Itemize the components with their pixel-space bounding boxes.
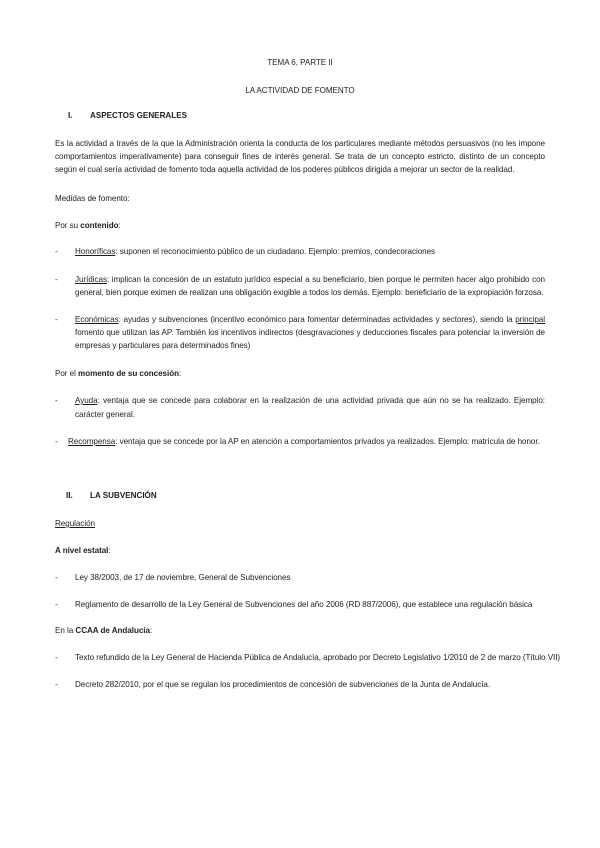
bullet-marker: - — [55, 653, 58, 662]
bullet-marker: - — [55, 275, 58, 284]
estatal-item-reglamento: Reglamento de desarrollo de la Ley General de Subvenciones del año 2006 (RD 887/2006), que establece una regulación básica — [75, 600, 533, 609]
item-juridicas-line-1: Jurídicas: implican la concesión de un estatuto jurídico especial a su beneficiario, bien porque le permiten hacer algo prohibido con — [75, 275, 545, 284]
nivel-estatal-label: A nivel estatal: — [55, 546, 111, 555]
bullet-marker: - — [55, 315, 58, 324]
andalucia-item-texto-refundido: Texto refundido de la Ley General de Hacienda Pública de Andalucía, aprobado por Decreto Legislativo 1/2010 de 2 de marzo (Título VII) — [75, 653, 561, 662]
ccaa-label: En la CCAA de Andalucía: — [55, 626, 153, 635]
section-2-title: LA SUBVENCIÓN — [90, 491, 157, 500]
intro-line-3: según el cual sería actividad de fomento toda aquella actividad de los poderes públicos dirigida a mejorar un sector de la realidad. — [55, 165, 515, 174]
item-ayuda-line-2: carácter general. — [75, 410, 135, 419]
bullet-marker: - — [55, 247, 58, 256]
section-2-number: II. — [66, 491, 73, 500]
item-recompensa: Recompensa: ventaja que se concede por la AP en atención a comportamientos privados ya realizados. Ejemplo: matrícula de honor. — [68, 437, 540, 446]
section-1-title: ASPECTOS GENERALES — [90, 111, 187, 120]
intro-line-1: Es la actividad a través de la que la Administración orienta la conducta de los particulares mediante métodos persuasivos (no les impone — [55, 139, 545, 148]
item-economicas-line-3: empresas y particulares para determinados fines) — [75, 341, 251, 350]
por-contenido-label: Por su contenido: — [55, 221, 121, 230]
topic-label: TEMA 6, PARTE II — [267, 58, 333, 67]
andalucia-item-decreto: Decreto 282/2010, por el que se regulan los procedimientos de concesión de subvenciones de la Junta de Andalucía. — [75, 680, 491, 689]
document-title: LA ACTIVIDAD DE FOMENTO — [245, 86, 355, 95]
item-economicas-line-1: Económicas: ayudas y subvenciones (incentivo económico para fomentar determinadas actividades y sectores), siendo la principal — [75, 315, 545, 324]
item-honorificas: Honoríficas: suponen el reconocimiento público de un ciudadano. Ejemplo: premios, condecoraciones — [75, 247, 436, 256]
bullet-marker: - — [55, 573, 58, 582]
section-1-number: I. — [68, 111, 73, 120]
regulacion-label: Regulación — [55, 519, 95, 528]
bullet-marker: - — [55, 396, 58, 405]
medidas-label: Medidas de fomento: — [55, 194, 130, 203]
bullet-marker: - — [55, 437, 58, 446]
bullet-marker: - — [55, 680, 58, 689]
intro-line-2: comportamientos imperativamente) para conseguir fines de interés general. Se trata de un concepto estricto, distinto de un concepto — [55, 152, 545, 161]
estatal-item-ley: Ley 38/2003, de 17 de noviembre, General de Subvenciones — [75, 573, 291, 582]
item-juridicas-line-2: general, bien porque eximen de realizan una obligación exigible a todos los demás. Ejemplo: beneficiario de la expropiación forzosa. — [75, 288, 544, 297]
bullet-marker: - — [55, 600, 58, 609]
por-momento-label: Por el momento de su concesión: — [55, 369, 182, 378]
item-economicas-line-2: fomento que utilizan las AP. También los incentivos indirectos (desgravaciones y deducciones fiscales para potenciar la inversión de — [75, 328, 545, 337]
item-ayuda-line-1: Ayuda: ventaja que se concede para colaborar en la realización de una actividad privada que aún no se ha realizado. Ejemplo: — [75, 396, 545, 405]
